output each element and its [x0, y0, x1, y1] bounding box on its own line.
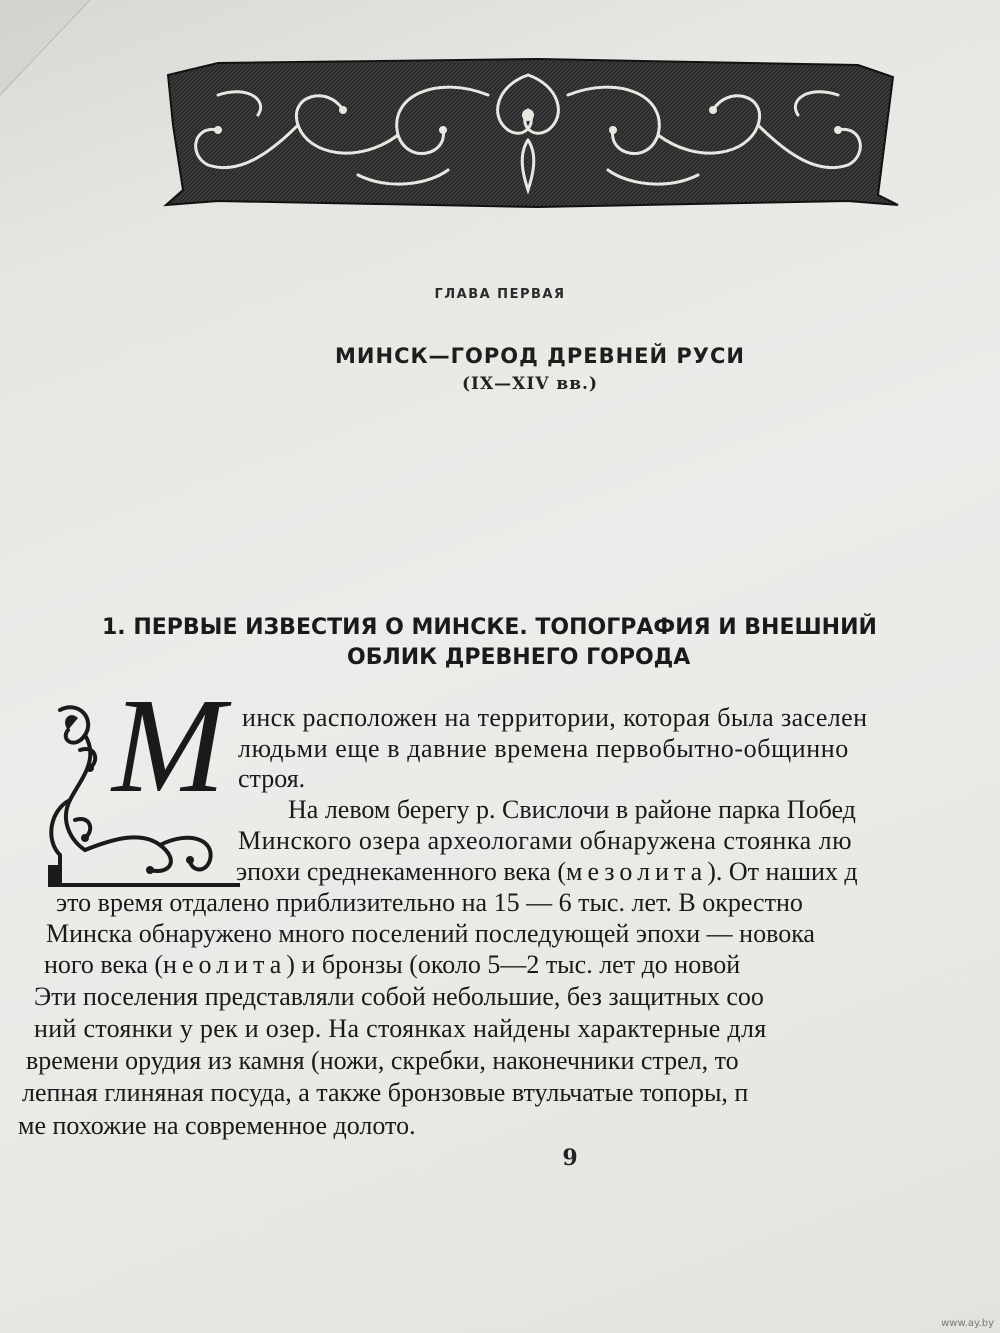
body-line-9-part-c: ) и бронзы (около 5—2 тыс. лет до новой [286, 950, 741, 979]
body-line-6 [236, 857, 858, 887]
body-line-2: людьми еще в давние времена первобытно-общинно [238, 734, 849, 763]
term-neolith: неолита [163, 950, 287, 979]
page-number: 9 [562, 1145, 578, 1171]
body-line-3: строя. [238, 764, 306, 793]
section-heading-line-2: ОБЛИК ДРЕВНЕГО ГОРОДА [347, 645, 691, 670]
body-line-9-part-a: ного века ( [44, 950, 164, 979]
body-line-14: ме похожие на современное долото. [18, 1111, 416, 1140]
chapter-label: ГЛАВА ПЕРВАЯ [434, 287, 566, 302]
chapter-period: (IX—XIV вв.) [461, 374, 599, 394]
watermark: www.ay.by [941, 1318, 994, 1329]
body-line-1: инск расположен на территории, которая была заселен [242, 703, 868, 732]
chapter-title: МИНСК—ГОРОД ДРЕВНЕЙ РУСИ [335, 344, 745, 368]
section-heading-line-1: 1. ПЕРВЫЕ ИЗВЕСТИЯ О МИНСКЕ. ТОПОГРАФИЯ И ВНЕШНИЙ [102, 615, 877, 640]
body-line-13: лепная глиняная посуда, а также бронзовые втульчатые топоры, п [22, 1078, 749, 1107]
term-mesolith: мезолита [565, 857, 708, 886]
body-line-6-part-c: ). От наших д [707, 857, 858, 886]
body-line-9 [44, 950, 740, 980]
ornamental-headpiece [158, 55, 900, 215]
dropcap-letter: М [112, 671, 226, 821]
body-line-6-part-a: эпохи среднекаменного века ( [236, 857, 566, 886]
body-line-4: На левом берегу р. Свислочи в районе парка Побед [288, 795, 856, 824]
body-line-10: Эти поселения представляли собой небольшие, без защитных соо [34, 982, 764, 1011]
body-line-5: Минского озера археологами обнаружена стоянка лю [238, 826, 853, 855]
body-line-11: ний стоянки у рек и озер. На стоянках найдены характерные для [34, 1014, 767, 1043]
body-line-8: Минска обнаружено много поселений последующей эпохи — новока [46, 919, 815, 948]
body-line-12: времени орудия из камня (ножи, скребки, наконечники стрел, то [26, 1046, 739, 1075]
section-heading [102, 613, 1000, 673]
body-line-7: это время отдалено приблизительно на 15 — 6 тыс. лет. В окрестно [56, 888, 803, 917]
